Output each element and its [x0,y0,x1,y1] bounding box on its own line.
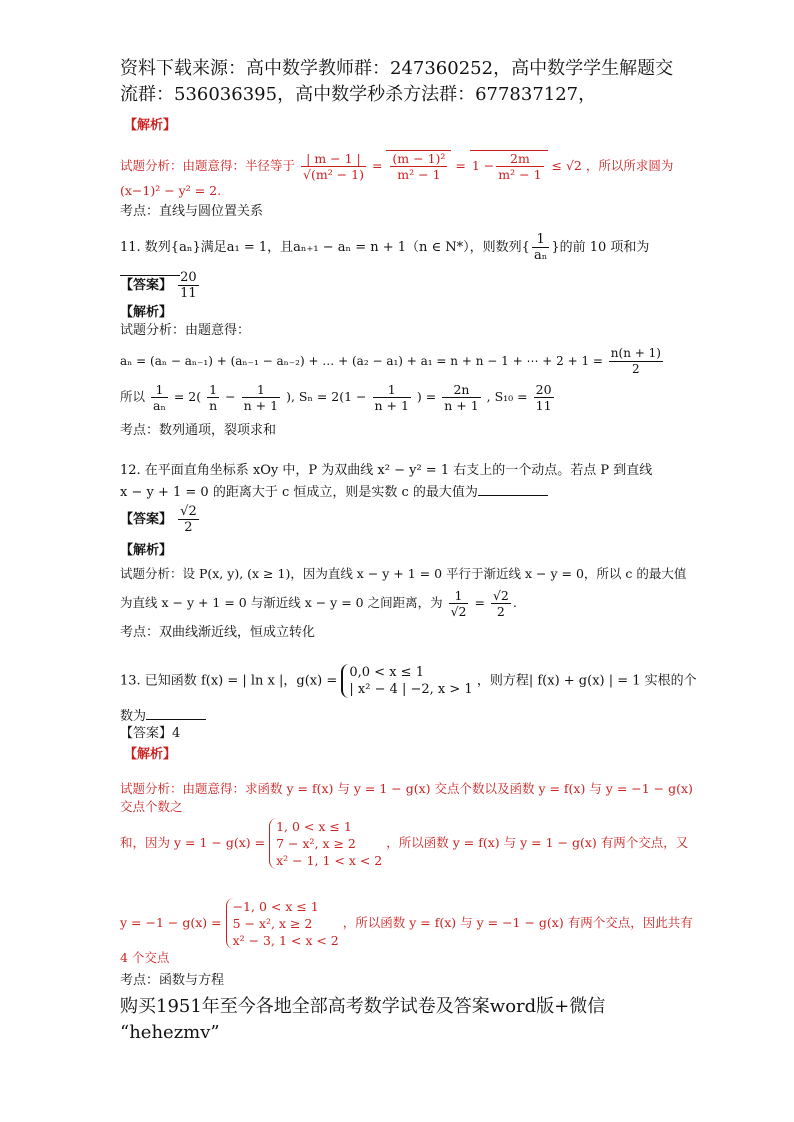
q12-dist-frac [449,588,469,619]
q10-eq-1: = [371,158,383,173]
q10-frac-2-den: m² − 1 [397,167,441,182]
q10-kaodian: 考点：直线与圆位置关系 [120,204,264,219]
q13-analysis3-prefix: y = −1 − g(x) = [120,915,222,930]
q10-jiexi-label: 【解析】 [124,118,177,133]
q10-frac-3-num: 2m [496,151,543,167]
q12-analysis-line-2: 为直线 x − y + 1 = 0 与渐近线 x − y = 0 之间距离，为 $\frac{1}{√2}$ = $\frac{√2}{2}$ . [120,588,517,619]
q11-line2-frac-1 [151,382,168,413]
footer-line-2: “hehezmv” [120,1022,220,1043]
q13-case-a3: x² − 1, 1 < x < 2 [276,853,383,868]
q11-l2f5-num: 2n [442,382,480,398]
q11-kaodian: 考点：数列通项，裂项求和 [120,423,277,438]
q10-analysis [120,150,700,200]
q11-line2-c: ) = [416,389,437,404]
q11-line2-prefix: 所以 [120,389,146,404]
q11-l2f3-num: 1 [242,382,280,398]
q11-line2-frac-6 [534,382,554,413]
q11-line1-frac [609,346,663,377]
q11-stem-frac-den: aₙ [533,248,548,263]
q13-g-case-2: | x² − 4 | −2, x > 1 [349,682,473,697]
q13-analysis-line-3 [120,898,700,967]
q11-line2-frac-2 [207,382,219,413]
q12-answer-frac [178,504,199,535]
q11-analysis-line-1 [120,346,700,377]
q13-analysis2-suffix: ，所以函数 y = f(x) 与 y = 1 − g(x) 有两个交点，又 [386,835,689,850]
q10-sqrt-2 [470,150,548,182]
q12-answer-den: 2 [184,520,193,535]
q13-case-b3: x² − 3, 1 < x < 2 [232,933,339,948]
q11-line2-frac-4 [373,382,411,413]
q11-line2-frac-5 [442,382,480,413]
header-line-2: 流群：536036395，高中数学秒杀方法群：677837127， [120,84,597,105]
q11-l2f2-num: 1 [207,382,219,398]
q13-stem-b: ，则方程| f(x) + g(x) | = 1 实根的个 [476,673,697,689]
q11-l2f2-den: n [209,398,218,413]
q11-l2f5-den: n + 1 [444,398,479,413]
q11-analysis-head: 试题分析：由题意得： [120,323,251,338]
q13-case-a1: 1, 0 < x ≤ 1 [276,819,352,834]
q11-answer-frac [178,270,199,301]
q12-stem [120,460,700,504]
q13-g-piecewise [341,664,472,698]
q13-analysis2-prefix: 和，因为 y = 1 − g(x) = [120,835,266,850]
q12-dist-eq: = [474,595,485,610]
header-line-1: 资料下载来源：高中数学教师群：247360252，高中数学学生解题交 [120,58,674,79]
q11-l2f3-den: n + 1 [243,398,279,413]
q11-stem-frac [532,232,549,263]
q11-analysis-line-2 [120,382,700,413]
q13-jiexi-label: 【解析】 [124,747,177,762]
q10-eq-2: = [455,158,466,173]
q10-leq: ≤ √2 [551,158,582,173]
q11-line2-d: , S₁₀ = [486,389,528,404]
q13-answer: 【答案】4 [120,726,181,741]
q10-analysis-suffix: ，所以所求圆为(x−1)² − y² = 2. [120,158,674,198]
q12-answer-num: √2 [180,504,197,519]
q12-analysis [120,560,700,619]
q10-frac-1-den: √(m² − 1) [303,167,364,182]
q13-kaodian: 考点：函数与方程 [120,973,225,988]
q11-answer [120,270,700,301]
q12-stem-line-2-text: x − y + 1 = 0 的距离大于 c 恒成立，则是实数 c 的最大值为 [120,485,478,500]
q10-analysis-prefix: 试题分析：由题意得：半径等于 [120,158,296,173]
q12-dist2-den: 2 [496,604,505,619]
q11-line1-frac-den: 2 [632,362,640,376]
q11-jiexi-label: 【解析】 [120,305,173,320]
q12-analysis-line-2-text: 为直线 x − y + 1 = 0 与渐近线 x − y = 0 之间距离，为 [120,595,443,610]
q12-stem-line-1: 12. 在平面直角坐标系 xOy 中，P 为双曲线 x² − y² = 1 右支上的一个动点。若点 P 到直线 [120,463,653,478]
q11-answer-den: 11 [180,286,197,301]
q13-analysis-line-2 [120,818,700,869]
q12-analysis-line-1: 试题分析：设 P(x, y), (x ≥ 1)，因为直线 x − y + 1 = 0 平行于渐近线 x − y = 0，所以 c 的最大值 [120,566,687,581]
q13-piecewise-a [269,818,382,869]
q10-frac-3-den: m² − 1 [498,167,542,182]
q13-piecewise-b [226,898,339,949]
q11-line2-minus: − [225,389,236,404]
q13-analysis3-suffix: ，所以函数 y = f(x) 与 y = −1 − g(x) 有两个交点，因此共有 4 个交点 [120,915,693,965]
q11-stem-a: 11. 数列{aₙ}满足a₁ = 1，且aₙ₊₁ − aₙ = n + 1（n ∈ N*），则数列{ [120,240,530,255]
q11-l2f4-num: 1 [373,382,411,398]
q12-dist-num: 1 [449,588,469,604]
q10-frac-2-num: (m − 1)² [392,151,446,166]
q11-line2-b: ), Sₙ = 2(1 − [286,389,367,404]
q13-stem-line-2 [120,707,700,726]
q12-kaodian: 考点：双曲线渐近线，恒成立转化 [120,625,316,640]
q12-answer-blank [478,483,548,496]
q11-l2f6-den: 11 [535,398,552,413]
q11-stem-frac-num: 1 [532,232,549,248]
q13-case-b2: 5 − x², x ≥ 2 [232,916,313,931]
q10-frac-1-num: | m − 1 | [301,151,366,167]
q10-frac-1 [301,151,366,182]
purchase-footer [120,994,680,1046]
q10-sqrt-1 [386,150,451,182]
q12-answer-label: 【答案】 [120,512,173,527]
q12-dist2-num: √2 [492,588,509,603]
source-header [120,56,680,108]
q13-analysis-line-1: 试题分析：由题意得：求函数 y = f(x) 与 y = 1 − g(x) 交点个数以及函数 y = f(x) 与 y = −1 − g(x) 交点个数之 [120,781,693,814]
q13-case-a2: 7 − x², x ≥ 2 [276,836,356,851]
q13-stem-c: 数为 [120,709,147,724]
footer-line-1: 购买1951年至今各地全部高考数学试卷及答案word版+微信 [120,996,606,1017]
q13-stem-a: 13. 已知函数 f(x) = | ln x |，g(x) = [120,673,338,689]
q12-stem-line-2 [120,482,700,504]
q11-line1-frac-num: n(n + 1) [610,346,661,360]
q11-l2f1-den: aₙ [153,398,166,413]
q13-stem [120,664,700,698]
q13-case-b1: −1, 0 < x ≤ 1 [232,899,319,914]
q12-dist-den: √2 [450,604,467,619]
q11-l2f1-num: 1 [151,382,168,398]
q11-stem-b: }的前 10 项和为 [551,240,650,255]
q12-jiexi-label: 【解析】 [120,543,173,558]
q11-l2f4-den: n + 1 [374,398,409,413]
q11-line1-text: aₙ = (aₙ − aₙ₋₁) + (aₙ₋₁ − aₙ₋₂) + … + (a₂ − a₁) + a₁ = n + n − 1 + ⋯ + 2 + 1 = [120,354,603,368]
q10-one-minus: 1 − [471,158,495,173]
q13-answer-blank [146,707,206,720]
q11-line2-frac-3 [242,382,280,413]
q12-dist-frac-2 [491,588,511,619]
q13-g-case-1: 0,0 < x ≤ 1 [349,665,424,680]
q11-answer-label: 【答案】 [120,278,173,293]
q11-line2-a: = 2( [173,389,202,404]
q11-l2f6-num: 20 [535,382,552,397]
q12-answer [120,504,700,535]
q11-answer-num: 20 [180,270,197,285]
